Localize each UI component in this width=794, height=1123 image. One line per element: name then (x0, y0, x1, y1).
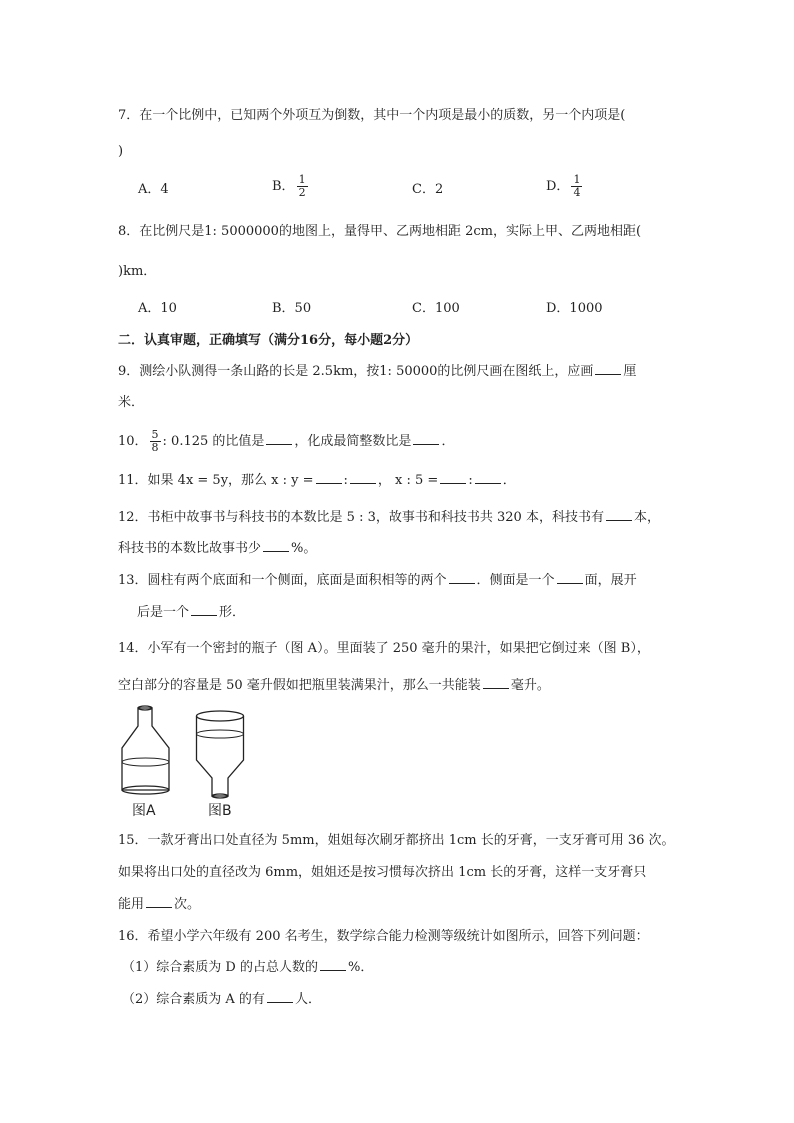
q14-text-a: 空白部分的容量是 50 毫升假如把瓶里装满果汁，那么一共能装 (118, 678, 481, 693)
q14-line2 (118, 676, 550, 696)
q16-sub1-blank[interactable] (320, 958, 346, 971)
q15-line1: 15．一款牙膏出口处直径为 5mm，姐姐每次刷牙都挤出 1cm 长的牙膏，一支牙膏可用 36 次。 (118, 833, 675, 848)
q16-sub2 (122, 990, 321, 1010)
q15-line3 (118, 895, 200, 915)
q7-option-b (272, 174, 310, 199)
q7-option-d (546, 174, 584, 199)
fraction-numerator: 1 (298, 173, 306, 186)
q10-line (118, 427, 454, 457)
q11-text-d: : (468, 473, 473, 488)
q15-text-b: 次。 (174, 897, 201, 912)
q12-blank-2[interactable] (263, 539, 289, 552)
q8-stem-line2: )km． (118, 264, 157, 279)
q11-text-b: : (343, 473, 348, 488)
q11-blank-1[interactable] (316, 471, 342, 484)
q9-line1 (118, 362, 636, 382)
q13-text-d: 后是一个 (137, 605, 190, 620)
q11-text-e: ． (502, 473, 516, 488)
q12-line1 (118, 508, 660, 528)
q7-option-d-fraction (571, 174, 582, 199)
q9-text-a: 9．测绘小队测得一条山路的长是 2.5km，按1: 50000的比例尺画在图纸上，应画 (118, 364, 594, 379)
q15-blank[interactable] (146, 895, 172, 908)
q7-option-d-label: D． (546, 179, 570, 194)
q8-option-d: D．1000 (546, 301, 603, 316)
figure-b-caption: 图B (208, 803, 232, 819)
q12-blank-1[interactable] (606, 508, 632, 521)
fraction-numerator: 5 (151, 428, 159, 441)
q10-number: 10． (118, 434, 148, 449)
q10-simplest-ratio-blank[interactable] (413, 432, 439, 445)
q13-text-c: 面，展开 (584, 573, 637, 588)
q12-text-a: 12．书柜中故事书与科技书的本数比是 5 : 3，故事书和科技书共 320 本，科技书有 (118, 510, 604, 525)
q13-line1 (118, 571, 637, 591)
q7-stem-line2: ) (118, 144, 124, 159)
q7-option-b-label: B． (272, 179, 295, 194)
q8-option-a: A．10 (138, 301, 177, 316)
section-2-heading: 二．认真审题，正确填写（满分16分，每小题2分） (118, 333, 419, 348)
q15-line2: 如果将出口处的直径改为 6mm，姐姐还是按习惯每次挤出 1cm 长的牙膏，这样一支牙膏只 (118, 865, 647, 880)
q11-line (118, 471, 516, 491)
q7-stem-line1: 7．在一个比例中，已知两个外项互为倒数，其中一个内项是最小的质数，另一个内项是( (118, 108, 626, 123)
fraction-denominator: 2 (298, 186, 306, 199)
q7-option-b-fraction (297, 174, 308, 199)
q16-sub2-blank[interactable] (267, 990, 293, 1003)
fraction-denominator: 4 (573, 186, 581, 199)
q13-blank-3[interactable] (191, 603, 217, 616)
bottle-b (197, 711, 244, 798)
q10-ratio-value-blank[interactable] (266, 432, 292, 445)
q9-text-b: 厘 (623, 364, 637, 379)
q8-option-b: B．50 (272, 301, 312, 316)
q13-text-b: ．侧面是一个 (476, 573, 555, 588)
q16-line1: 16．希望小学六年级有 200 名考生，数学综合能力检测等级统计如图所示，回答下列问题： (118, 929, 649, 944)
q16-sub1-text-b: %． (347, 960, 374, 975)
q10-text-mid2: ，化成最简整数比是 (294, 434, 412, 449)
q16-sub1 (122, 958, 373, 978)
q13-text-a: 13．圆柱有两个底面和一个侧面，底面是面积相等的两个 (118, 573, 447, 588)
q13-blank-1[interactable] (449, 571, 475, 584)
q11-text-c: ， x : 5 = (377, 473, 439, 488)
q13-line2 (137, 603, 245, 623)
q7-option-c: C．2 (412, 182, 444, 197)
q8-option-c: C．100 (412, 301, 460, 316)
q9-line2: 米． (118, 395, 145, 410)
q10-text-mid: : 0.125 的比值是 (162, 434, 265, 449)
q16-sub2-text-a: （2）综合素质为 A 的有 (122, 992, 265, 1007)
q8-stem-line1: 8．在比例尺是1: 5000000的地图上，量得甲、乙两地相距 2cm，实际上甲、乙两地相距( (118, 224, 642, 239)
q12-line2 (118, 539, 316, 559)
q14-line1: 14．小军有一个密封的瓶子（图 A）。里面装了 250 毫升的果汁，如果把它倒过来（图 B）， (118, 641, 650, 656)
q11-blank-2[interactable] (350, 471, 376, 484)
bottle-figures (118, 704, 258, 799)
q12-text-c: 科技书的本数比故事书少 (118, 541, 262, 556)
q16-sub2-text-b: 人． (294, 992, 321, 1007)
q13-text-e: 形． (219, 605, 246, 620)
q13-blank-2[interactable] (557, 571, 583, 584)
q12-text-d: %。 (291, 541, 317, 556)
q14-blank[interactable] (483, 676, 509, 689)
q9-answer-blank[interactable] (595, 362, 621, 375)
q10-fraction (150, 429, 161, 454)
q11-blank-3[interactable] (440, 471, 466, 484)
figure-a-caption: 图A (132, 803, 156, 819)
q11-blank-4[interactable] (475, 471, 501, 484)
q14-text-b: 毫升。 (510, 678, 550, 693)
fraction-numerator: 1 (573, 173, 581, 186)
q15-text-a: 能用 (118, 897, 145, 912)
q7-option-a: A．4 (138, 182, 169, 197)
bottle-a (122, 706, 169, 794)
q16-sub1-text-a: （1）综合素质为 D 的占总人数的 (122, 960, 318, 975)
q11-text-a: 11．如果 4x = 5y，那么 x : y = (118, 473, 314, 488)
q10-text-end: ． (441, 434, 455, 449)
q12-text-b: 本， (633, 510, 660, 525)
fraction-denominator: 8 (151, 441, 159, 454)
